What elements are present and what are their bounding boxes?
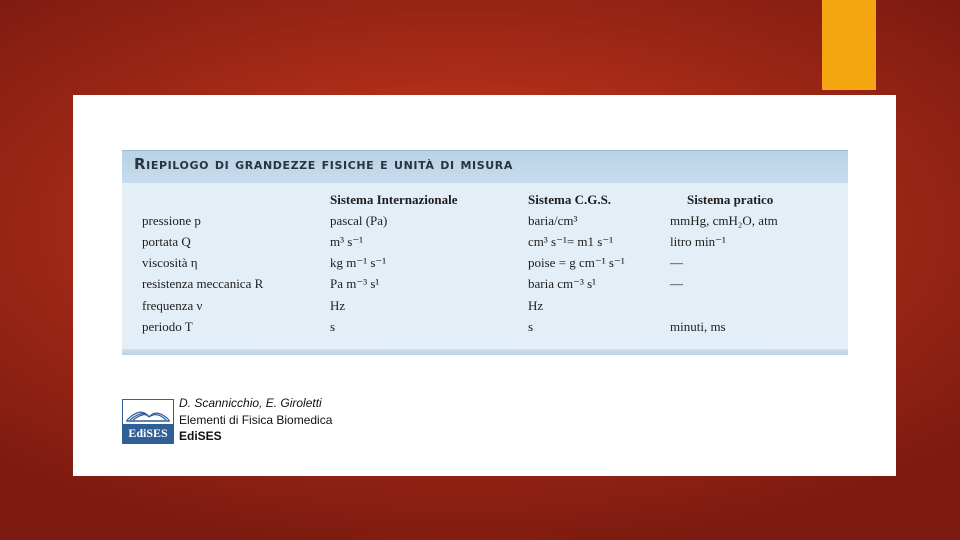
row-viscosity-practical: — (670, 255, 683, 270)
slide-content-card (73, 95, 896, 476)
header-si: Sistema Internazionale (330, 192, 458, 207)
row-period-cgs: s (528, 319, 534, 334)
header-practical: Sistema pratico (687, 192, 774, 207)
row-frequency-si: Hz (330, 298, 346, 313)
book-authors: D. Scannicchio, E. Giroletti (179, 396, 322, 410)
publisher-logo (122, 399, 174, 444)
row-viscosity-quantity: viscosità η (142, 255, 198, 270)
row-pressure-cgs: baria/cm³ (528, 213, 578, 228)
row-pressure-practical: mmHg, cmH₂O, atm (670, 213, 778, 228)
row-frequency-quantity: frequenza ν (142, 298, 203, 313)
row-resistance-quantity: resistenza meccanica R (142, 276, 264, 291)
row-period-quantity: periodo T (142, 319, 193, 334)
row-resistance-practical: — (670, 276, 683, 291)
table-bottom-rule (122, 349, 848, 355)
row-period-practical: minuti, ms (670, 319, 726, 334)
row-resistance-cgs: baria cm⁻³ s¹ (528, 276, 597, 291)
row-resistance-si: Pa m⁻³ s¹ (330, 276, 380, 291)
row-flow-si: m³ s⁻¹ (330, 234, 364, 249)
table-title: Riepilogo di grandezze fisiche e unità di misura (134, 155, 513, 173)
units-summary-table (122, 150, 848, 355)
table-title-band (122, 150, 848, 183)
accent-bar (822, 0, 876, 90)
row-pressure-si: pascal (Pa) (330, 213, 388, 228)
row-flow-practical: litro min⁻¹ (670, 234, 726, 249)
row-viscosity-si: kg m⁻¹ s⁻¹ (330, 255, 387, 270)
row-flow-quantity: portata Q (142, 234, 191, 249)
row-frequency-cgs: Hz (528, 298, 544, 313)
header-cgs: Sistema C.G.S. (528, 192, 612, 207)
row-flow-cgs: cm³ s⁻¹= m1 s⁻¹ (528, 234, 614, 249)
book-publisher: EdiSES (179, 429, 222, 443)
row-period-si: s (330, 319, 336, 334)
book-icon (123, 400, 173, 424)
logo-wordmark: EdiSES (123, 424, 173, 443)
row-viscosity-cgs: poise = g cm⁻¹ s⁻¹ (528, 255, 625, 270)
row-pressure-quantity: pressione p (142, 213, 201, 228)
book-title: Elementi di Fisica Biomedica (179, 413, 333, 427)
